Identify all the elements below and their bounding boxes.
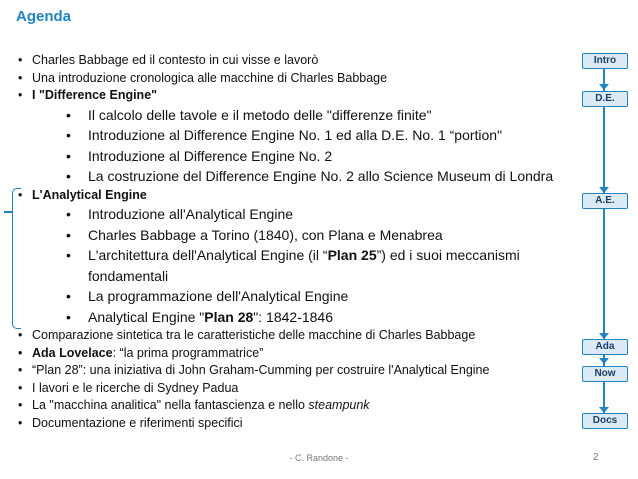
arrow-down-icon <box>599 84 609 90</box>
agenda-item-text: ”) ed i suoi meccanismi <box>376 247 520 263</box>
agenda-subitem <box>12 105 582 126</box>
agenda-item <box>12 52 582 70</box>
agenda-item-text: Introduzione al Difference Engine No. 2 <box>88 147 333 164</box>
page-number: 2 <box>593 452 599 463</box>
agenda-item-text: Ada Lovelace <box>32 345 113 360</box>
agenda-item <box>12 345 582 363</box>
agenda-item-text: Introduzione al Difference Engine No. 1 ed alla D.E. No. 1 “portion" <box>88 127 503 143</box>
agenda-item-text: Il calcolo delle tavole e il metodo delle "differenze finite" <box>88 106 432 123</box>
timeline-box-ada[interactable]: Ada <box>582 339 628 355</box>
agenda-subitem <box>12 286 582 307</box>
agenda-item-text: Charles Babbage ed il contesto in cui visse e lavorò <box>32 53 319 67</box>
agenda-item-text: steampunk <box>308 398 370 412</box>
agenda-item <box>12 70 582 88</box>
agenda-subitem <box>12 125 582 146</box>
agenda-item <box>12 327 582 345</box>
agenda-subitem <box>12 266 582 287</box>
agenda-item-text: La "macchina analitica" nella fantascienza e nello <box>32 398 309 412</box>
agenda-item-text: ": 1842-1846 <box>253 308 333 325</box>
agenda-item <box>12 397 582 415</box>
agenda-item-text: : “la prima programmatrice” <box>112 345 264 360</box>
agenda-subitem <box>12 204 582 225</box>
agenda-item-text: L'Analytical Engine <box>32 187 147 202</box>
slide-title: Agenda <box>16 8 72 25</box>
agenda-list <box>12 52 582 432</box>
timeline-box-ae[interactable]: A.E. <box>582 193 628 209</box>
timeline-box-docs[interactable]: Docs <box>582 413 628 429</box>
agenda-item-text: Charles Babbage a Torino (1840), con Plana e Menabrea <box>88 226 443 243</box>
agenda-subitem <box>12 245 582 266</box>
agenda-item-text: Analytical Engine " <box>88 308 205 325</box>
agenda-item-text: Plan 25 <box>327 247 377 263</box>
agenda-subitem <box>12 225 582 246</box>
agenda-item-text: La programmazione dell'Analytical Engine <box>88 288 349 304</box>
timeline-box-de[interactable]: D.E. <box>582 91 628 107</box>
agenda-item <box>12 415 582 433</box>
agenda-item <box>12 87 582 105</box>
agenda-item <box>12 380 582 398</box>
agenda-item-text: fondamentali <box>88 267 169 284</box>
agenda-subitem <box>12 146 582 167</box>
arrow-down-icon <box>599 358 609 364</box>
agenda-item-text: “Plan 28”: una iniziativa di John Graham-Cumming per costruire l'Analytical Engine <box>32 363 490 377</box>
agenda-item-text: L'architettura dell'Analytical Engine (il “ <box>88 247 328 263</box>
agenda-item-text: I "Difference Engine" <box>32 88 158 102</box>
agenda-item-text: Comparazione sintetica tra le caratteristiche delle macchine di Charles Babbage <box>32 328 476 342</box>
footer-author: - C. Randone - <box>289 453 349 463</box>
section-bracket-tick <box>4 211 13 213</box>
timeline-box-now[interactable]: Now <box>582 366 628 382</box>
agenda-subitem <box>12 307 582 328</box>
agenda-item-text: Documentazione e riferimenti specifici <box>32 415 243 430</box>
agenda-item-text: Plan 28 <box>204 308 254 325</box>
agenda-item <box>12 362 582 380</box>
agenda-subitem <box>12 166 582 187</box>
agenda-item <box>12 187 582 205</box>
agenda-item-text: I lavori e le ricerche di Sydney Padua <box>32 380 239 395</box>
agenda-item-text: La costruzione del Difference Engine No. 2 allo Science Museum di Londra <box>88 168 554 184</box>
section-bracket <box>12 188 21 329</box>
agenda-item-text: Una introduzione cronologica alle macchine di Charles Babbage <box>32 70 388 85</box>
timeline-box-intro[interactable]: Intro <box>582 53 628 69</box>
agenda-item-text: Introduzione all'Analytical Engine <box>88 206 294 222</box>
